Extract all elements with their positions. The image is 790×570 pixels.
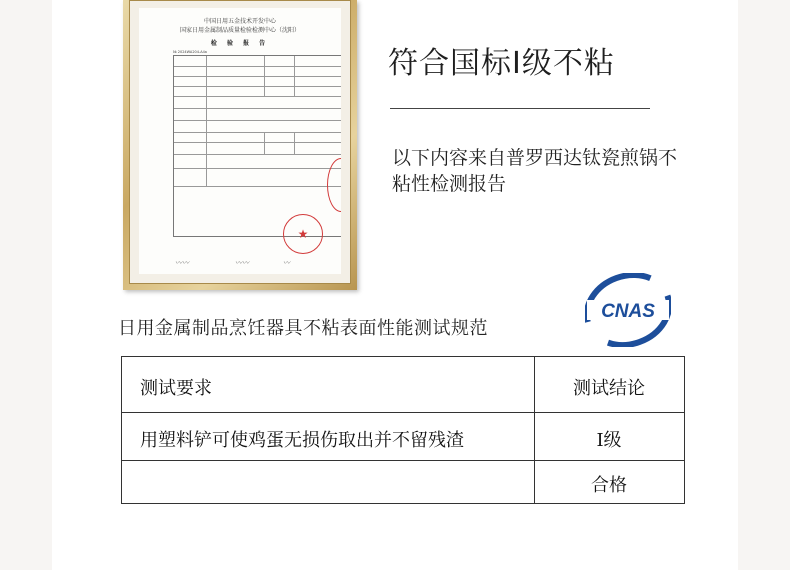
cnas-logo-icon xyxy=(585,273,671,347)
table-header-row xyxy=(122,357,684,413)
header-requirement: 测试要求 xyxy=(140,378,212,399)
signature-3: 〰 xyxy=(283,259,290,267)
page-heading: 符合国标I级不粘 xyxy=(388,46,615,81)
signature-1: 〰〰 xyxy=(175,259,189,267)
signature-2: 〰〰 xyxy=(235,259,249,267)
description-text: 以下内容来自普罗西达钛瓷煎锅不粘性检测报告 xyxy=(392,147,678,195)
row1-conclusion: I级 xyxy=(596,430,622,451)
row2-conclusion: 合格 xyxy=(591,475,627,496)
row1-requirement: 用塑料铲可使鸡蛋无损伤取出并不留残渣 xyxy=(140,430,464,451)
cnas-logo-text: CNAS xyxy=(601,301,655,322)
table-row xyxy=(122,461,684,505)
certificate-stamp: ★ xyxy=(283,214,323,254)
certificate-paper xyxy=(139,8,341,274)
certificate-frame xyxy=(123,0,357,290)
table-column-divider xyxy=(534,357,535,503)
certificate-issuer-line1: 中国日用五金技术开发中心 xyxy=(203,18,276,25)
certificate-mat xyxy=(129,0,351,284)
standard-name: 日用金属制品烹饪器具不粘表面性能测试规范 xyxy=(118,318,488,339)
header-conclusion: 测试结论 xyxy=(573,378,645,399)
certificate-table xyxy=(173,55,341,237)
certificate-issuer-line2: 国家日用金属制品质量检验检测中心（沈阳） xyxy=(179,27,300,34)
results-table xyxy=(121,356,685,504)
certificate-report-number: № 2024WA204-A4a xyxy=(173,50,207,54)
table-row xyxy=(122,413,684,461)
heading-divider xyxy=(390,108,650,109)
certificate-title: 检 验 报 告 xyxy=(210,40,270,47)
